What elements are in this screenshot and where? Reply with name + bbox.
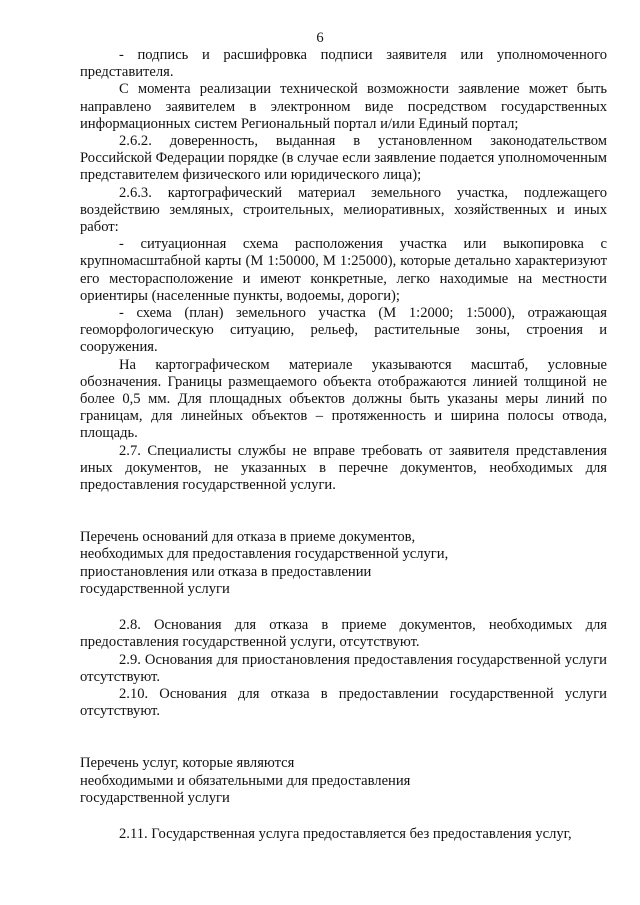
paragraph-2-9: 2.9. Основания для приостановления предоставления государственной услуги отсутствуют. [80, 651, 607, 685]
paragraph-signature: - подпись и расшифровка подписи заявителя или уполномоченного представителя. [80, 47, 607, 81]
heading-line: Перечень услуг, которые являются [80, 755, 295, 772]
paragraph-scale-requirements: На картографическом материале указываются масштаб, условные обозначения. Границы размещаемого объекта отображаются линией толщиной не более 0,5 мм. Для площадных объектов должны быть указаны меры линий по границам, для линейных объектов – протяженность и ширина полосы отвода, площадь. [80, 356, 607, 442]
heading-line: Перечень оснований для отказа в приеме документов, [80, 529, 416, 546]
heading-line: государственной услуги [80, 789, 230, 806]
heading-line: приостановления или отказа в предоставлении [80, 563, 372, 580]
paragraph-2-10: 2.10. Основания для отказа в предоставлении государственной услуги отсутствуют. [80, 685, 607, 720]
document-body [80, 47, 607, 843]
paragraph-power-of-attorney: 2.6.2. доверенность, выданная в установленном законодательством Российской Федерации порядке (в случае если заявление подается уполномоченным представителем физического или юридического лица); [80, 133, 607, 184]
heading-line: государственной услуги [80, 580, 230, 597]
heading-line: необходимых для предоставления государственной услуги, [80, 546, 449, 563]
heading-line: необходимыми и обязательными для предоставления [80, 772, 411, 789]
paragraph-2-8: 2.8. Основания для отказа в приеме документов, необходимых для предоставления государственной услуги, отсутствуют. [80, 617, 607, 651]
section-heading-required-services [80, 755, 607, 807]
paragraph-electronic-submission: С момента реализации технической возможности заявление может быть направлено заявителем в электронном виде посредством государственных информационных систем Региональный портал и/или Единый портал; [80, 81, 607, 132]
section-heading-refusal-grounds [80, 529, 607, 598]
paragraph-2-11: 2.11. Государственная услуга предоставляется без предоставления услуг, [119, 825, 572, 842]
paragraph-cartographic-material: 2.6.3. картографический материал земельного участка, подлежащего воздействию земляных, строительных, мелиоративных, хозяйственных и иных работ: [80, 184, 607, 236]
paragraph-situational-scheme: - ситуационная схема расположения участка или выкопировка с крупномасштабной карты (М 1:50000, М 1:25000), которые детально характеризуют его месторасположение и имеют конкретные, легко находимые на местности ориентиры (населенные пункты, водоемы, дороги); [80, 236, 607, 304]
paragraph-2-7: 2.7. Специалисты службы не вправе требовать от заявителя представления иных документов, не указанных в перечне документов, необходимых для предоставления государственной услуги. [80, 442, 607, 494]
paragraph-site-plan: - схема (план) земельного участка (М 1:2000; 1:5000), отражающая геоморфологическую ситуацию, рельеф, растительные зоны, строения и сооружения. [80, 305, 607, 356]
page-number: 6 [316, 30, 324, 46]
